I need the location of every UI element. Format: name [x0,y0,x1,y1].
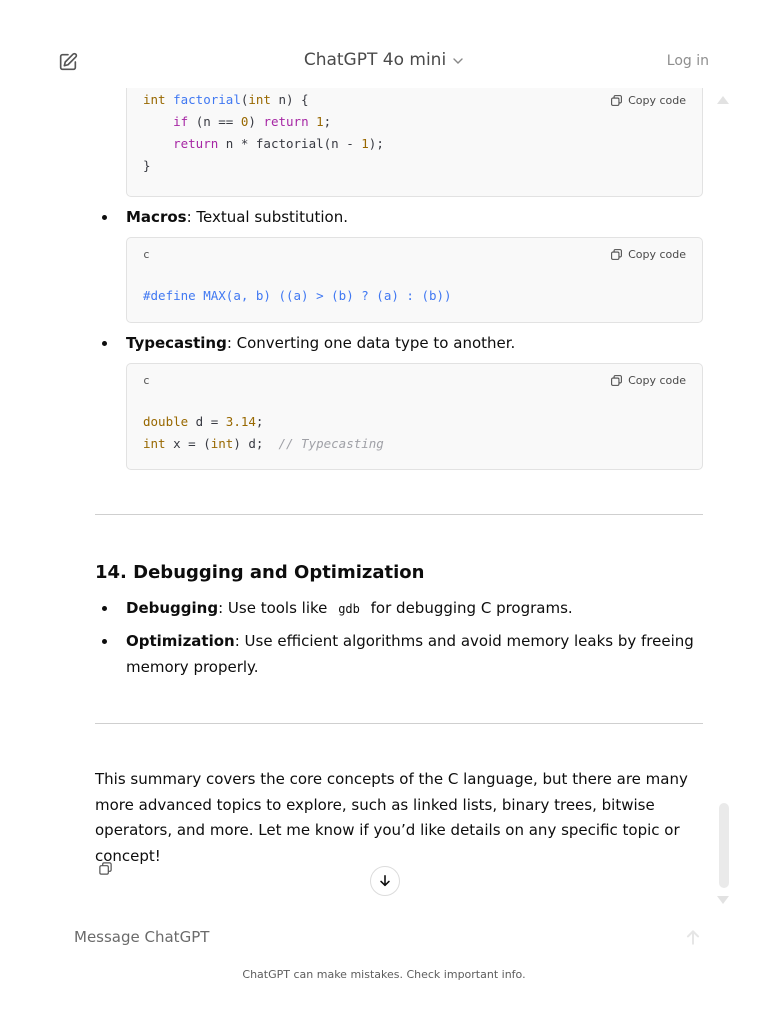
bullet-text: : Converting one data type to another. [226,334,516,352]
model-name: ChatGPT 4o mini [303,50,447,70]
copy-code-label: Copy code [628,248,686,261]
disclaimer-text: ChatGPT can make mistakes. Check important info. [242,968,526,981]
copy-icon [610,374,623,387]
bullet-dot [102,215,107,220]
login-button[interactable]: Log in [666,53,709,69]
copy-message-button[interactable] [98,861,113,876]
code-content: int factorial(int n) { if (n == 0) return 1; return n * factorial(n - 1); } [143,92,384,173]
code-content: #define MAX(a, b) ((a) > (b) ? (a) : (b)) [143,288,452,303]
bullet-text: : Use tools like [218,599,328,617]
bullet-term: Optimization [126,632,235,650]
code-content: double d = 3.14; int x = (int) d; // Typecasting [143,414,384,451]
copy-code-button[interactable] [610,248,686,261]
arrow-down-icon [378,874,392,888]
bullet-term: Debugging [126,599,219,617]
copy-code-button[interactable] [610,374,686,387]
top-bar [0,0,768,88]
code-language: c [143,374,150,387]
code-block-macro [126,237,703,323]
bullet-text: : Use efficient algorithms and avoid memory leaks by freeing memory properly. [126,632,694,676]
scrollbar-thumb[interactable] [719,803,729,888]
new-chat-button[interactable] [57,51,79,73]
copy-code-button[interactable] [610,94,686,107]
composer [74,920,704,954]
bullet-dot [102,341,107,346]
divider [95,723,703,724]
arrow-up-icon [684,928,702,946]
send-button[interactable] [684,928,702,946]
section-heading: 14. Debugging and Optimization [95,562,425,583]
bullet-term: Typecasting [126,334,227,352]
copy-icon [98,861,113,876]
bullet-dot [102,639,107,644]
message-input[interactable] [74,920,664,954]
copy-icon [610,248,623,261]
edit-pencil-icon [57,51,79,73]
scroll-to-bottom-button[interactable] [370,866,400,896]
copy-code-label: Copy code [628,374,686,387]
code-block-typecasting [126,363,703,470]
inline-code: gdb [338,602,360,616]
scrollbar-down-arrow[interactable] [717,896,729,904]
bullet-term: Macros [126,208,187,226]
model-selector[interactable] [304,50,464,70]
bullet-text: for debugging C programs. [370,599,573,617]
bullet-text: : Textual substitution. [186,208,348,226]
summary-paragraph: This summary covers the core concepts of the C language, but there are many more advanced topics to explore, such as linked lists, binary trees, bitwise operators, and more. Let me know if you’d like details on any specific topic or concept! [95,770,688,865]
bullet-dot [102,606,107,611]
code-language: c [143,248,150,261]
scrollbar-up-arrow[interactable] [717,96,729,104]
chevron-down-icon [452,55,464,67]
copy-icon [610,94,623,107]
copy-code-label: Copy code [628,94,686,107]
divider [95,514,703,515]
code-block-factorial [126,84,703,197]
